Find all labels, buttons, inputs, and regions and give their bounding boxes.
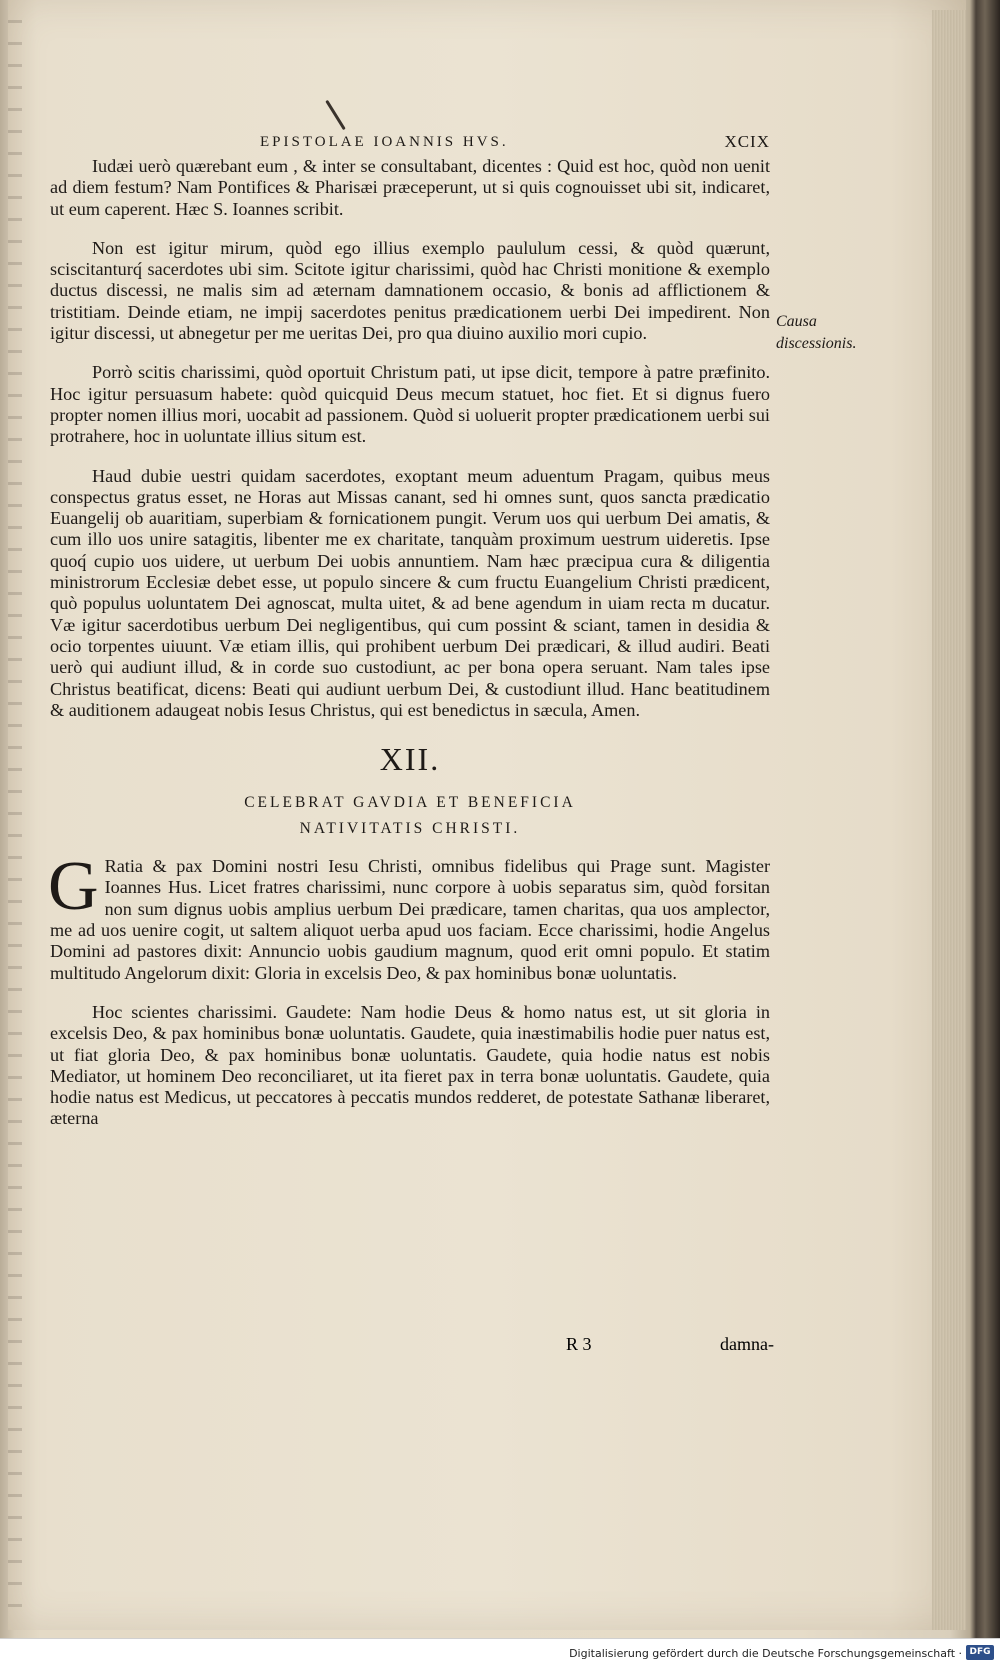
book-page bbox=[8, 0, 966, 1630]
folio-number: XCIX bbox=[724, 132, 770, 151]
chapter-heading bbox=[50, 790, 770, 842]
letter-opening-text: Ratia & pax Domini nostri Iesu Christi, omnibus fidelibus qui Prage sunt. Magister Ioannes Hus. Licet fratres charissimi, nunc corpore à uobis separatus sim, quòd forsitan non sum dignus uobis amplius uerbum Dei prædicare, tamen charitas, qua uos amplector, me ad uos uenire cogit, ut saltem aliquot uerba apud uos faciam. Ecce charissimi, hodie Angelus Domini ad pastores dixit: Annuncio uobis gaudium magnum, quod erit omni populo. Et statim multitudo Angelorum dixit: Gloria in excelsis Deo, & pax hominibus bonæ uoluntatis. bbox=[50, 856, 770, 983]
catchword: damna- bbox=[720, 1334, 774, 1354]
running-head bbox=[50, 130, 770, 156]
chapter-number: XII. bbox=[379, 741, 441, 778]
paragraph: Iudæi uerò quærebant eum , & inter se consultabant, dicentes : Quid est hoc, quòd non uenit ad diem festum? Nam Pontifices & Pharisæi præceperunt, ut si quis cognouisset ubi sit, indicaret, ut eum caperent. Hæc S. Ioannes scribit. bbox=[50, 156, 770, 219]
chapter-heading-line: CELEBRAT GAVDIA ET BENEFICIA bbox=[244, 794, 576, 812]
text-block bbox=[50, 130, 770, 1148]
facing-page-bleed bbox=[8, 20, 22, 1620]
paragraph: Porrò scitis charissimi, quòd oportuit Christum pati, ut ipse dicit, tempore à patre præfinito. Hoc igitur persuasum habete: quòd quicquid Deus mecum statuet, hoc fiet. Et si dignus fuero propter nomen illius mori, uocabit ad passionem. Quòd si uoluerit propter prædicationem uerbi sui protrahere, hoc in uoluntate illius situm est. bbox=[50, 362, 770, 447]
running-title: EPISTOLAE IOANNIS HVS. bbox=[260, 134, 509, 150]
funding-note: Digitalisierung gefördert durch die Deutsche Forschungsgemeinschaft · bbox=[569, 1647, 962, 1660]
page-edges bbox=[932, 10, 966, 1630]
marginal-note: Causa discessionis. bbox=[776, 313, 857, 352]
paragraph: Non est igitur mirum, quòd ego illius exemplo paululum cessi, & quòd quærunt, sciscitanturq́ sacerdotes ubi sim. Scitote igitur charissimi, quòd hac Christi monitione & exemplo ductus discessi, ne malis sim ad æternam damnationem occasio, & bonis ad afflictionem & tristitiam. Deinde etiam, ne impij sacerdotes penitus prædicationem uerbi Dei impedirent. Non igitur discessi, ut abnegetur per me ueritas Dei, pro qua diuino auxilio mori cupio. bbox=[50, 237, 770, 344]
chapter-heading-line: NATIVITATIS CHRISTI. bbox=[299, 820, 521, 838]
paragraph: Hoc scientes charissimi. Gaudete: Nam hodie Deus & homo natus est, ut sit gloria in excelsis Deo, & pax hominibus bonæ uoluntatis. Gaudete, quia inæstimabilis hodie puer natus est, ut fiat gloria Deo, & pax hominibus bonæ uoluntatis. Gaudete, quia hodie natus est nobis Mediator, ut hominem Deo reconciliaret, ut ita fieret pax in terra bonæ uoluntatis. Gaudete, quia hodie natus est Medicus, ut peccatores à peccatis mundos redderet, de potestate Sathanæ liberaret, æterna bbox=[50, 1001, 770, 1129]
ink-stroke-mark bbox=[325, 100, 346, 130]
dfg-logo-icon[interactable]: DFG bbox=[966, 1645, 994, 1660]
signature-mark: R 3 bbox=[566, 1334, 592, 1354]
catch-line bbox=[50, 1334, 774, 1358]
paragraph: Haud dubie uestri quidam sacerdotes, exoptant meum aduentum Pragam, quibus meus conspectus gratus esset, ne Horas aut Missas canant, sed hi omnes sunt, quos sancta prædicatio Euangelij ob auaritiam, superbiam & fornicationem pungit. Verum uos qui uerbum Dei amatis, & cum illo uos unire satagitis, libenter me ex charitate, tanquàm proximum uestrum uideretis. Ipse quoq́ cupio uos uidere, ut uerbum Dei uobis annuntiem. Nam hæc præcipua cura & diligentia ministrorum Ecclesiæ debet esse, ut populo sincere & cum fructu Euangelium Christi prædicent, quò populus uoluntatem Dei agnoscat, multa uitet, & ad bene agendum in uiam recta m ducatur. Væ igitur sacerdotibus uerbum Dei negligentibus, qui cum possint & sciant, tamen in desidia & ocio torpentes uiuunt. Væ etiam illis, qui prohibent uerbum Dei prædicari, & illud audiri. Beati uerò qui audiunt illud, & in corde suo custodiunt, ac per bona opera seruant. Nam tales ipse Christus beatificat, dicens: Beati qui audiunt uerbum Dei, & custodiunt illud. Hanc beatitudinem & auditionem adaugeat nobis Iesus Christus, qui est benedictus in sæcula, Amen. bbox=[50, 465, 770, 720]
drop-cap: G bbox=[48, 848, 99, 926]
letter-opening bbox=[48, 848, 770, 984]
footer-bar bbox=[0, 1638, 1000, 1666]
